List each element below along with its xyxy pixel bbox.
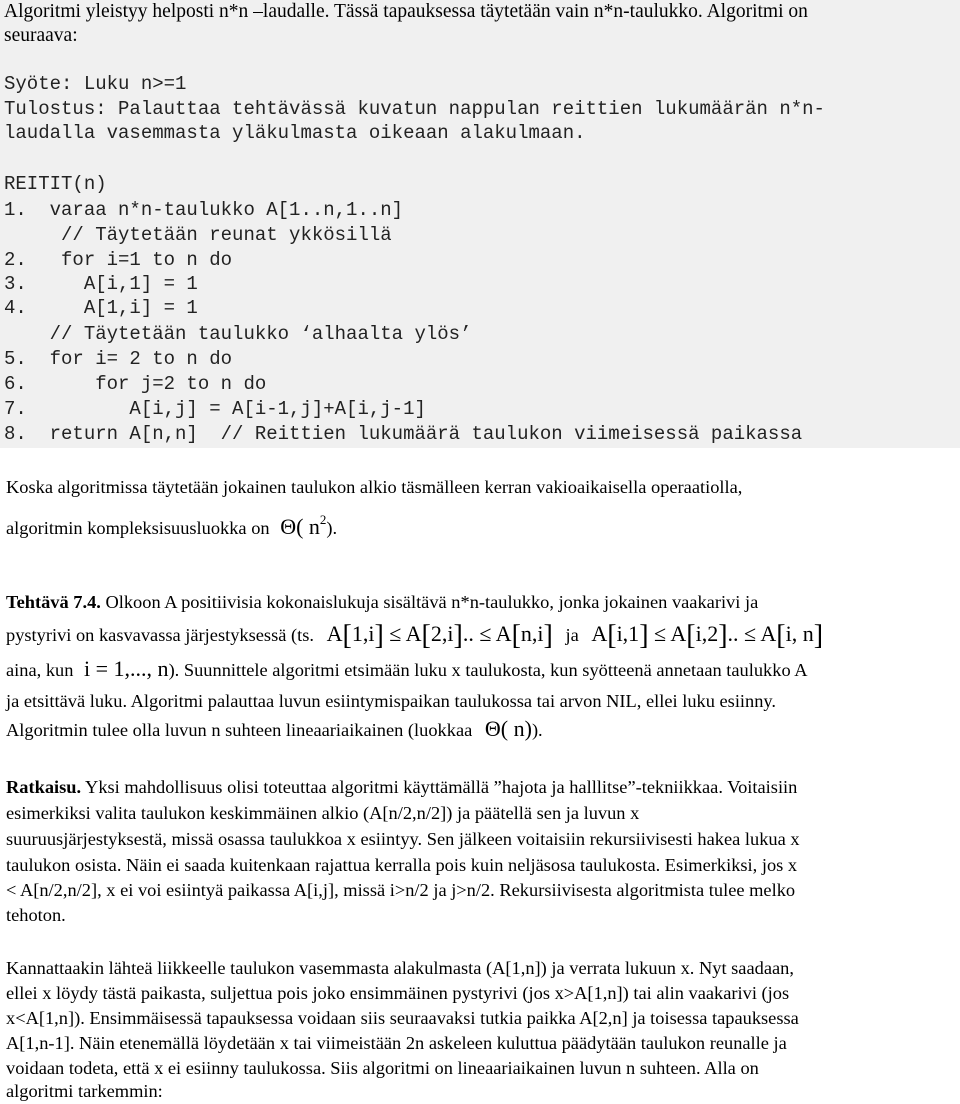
paragraph-line-2: ellei x löydy tästä paikasta, suljettua pois joko ensimmäinen pystyrivi (jos x>A[1,n]) tai alin vaakarivi (jos <box>6 983 790 1003</box>
code-line: 6. for j=2 to n do <box>4 373 267 395</box>
pseudocode-block <box>0 0 960 448</box>
solution-text: Yksi mahdollisuus olisi toteuttaa algoritmi käyttämällä ”hajota ja halllitse”-tekniikkaa. Voitaisiin <box>81 777 798 797</box>
task-text: Olkoon A positiivisia kokonaislukuja sisältävä n*n-taulukko, jonka jokainen vaakarivi ja <box>100 592 759 612</box>
task-text: Algoritmin tulee olla luvun n suhteen lineaariaikainen (luokkaa <box>6 720 473 740</box>
intro-line-1: Algoritmi yleistyy helposti n*n –laudalle. Tässä tapauksessa täytetään vain n*n-taulukko. Algoritmi on <box>4 1 808 22</box>
bracket-left-icon: [ <box>342 620 352 651</box>
theta-base: Θ( n <box>280 514 320 539</box>
task-text: ). Suunnittele algoritmi etsimään luku x taulukosta, kun syötteenä annetaan taulukko A <box>168 660 808 680</box>
complexity-text: algoritmin kompleksisuusluokka on <box>6 518 270 538</box>
math-sym: i,2 <box>695 621 719 646</box>
paragraph-line-1: Kannattaakin lähteä liikkeelle taulukon vasemmasta alakulmasta (A[1,n]) ja verrata lukuun x. Nyt saadaan, <box>6 958 794 978</box>
solution-title: Ratkaisu. <box>6 777 82 797</box>
solution-line-5: < A[n/2,n/2], x ei voi esiintyä paikassa A[i,j], missä i>n/2 ja j>n/2. Rekursiivisesta algoritmista tulee melko <box>6 880 796 900</box>
period: . <box>332 518 338 538</box>
task-title: Tehtävä 7.4. <box>6 592 101 612</box>
code-line: 3. A[i,1] = 1 <box>4 273 198 295</box>
code-line: 5. for i= 2 to n do <box>4 348 233 370</box>
task-line-5 <box>6 716 543 743</box>
index-range: i = 1,..., n <box>84 656 169 681</box>
math-sym: 2,i <box>430 621 454 646</box>
paragraph-line-5: voidaan todeta, että x ei esiinny taulukossa. Siis algoritmi on lineaariaikainen luvun n suhteen. Alla on <box>6 1058 759 1078</box>
theta-close-paren: ) <box>326 518 333 538</box>
solution-line-2: esimerkiksi valita taulukon keskimmäinen alkio (A[n/2,n/2]) ja päätellä sen ja luvun x <box>6 803 640 823</box>
output-spec-1: Tulostus: Palauttaa tehtävässä kuvatun nappulan reittien lukumäärän n*n- <box>4 98 825 120</box>
code-line: 1. varaa n*n-taulukko A[1..n,1..n] <box>4 199 404 221</box>
bracket-left-icon: [ <box>421 620 431 651</box>
exponent: 2 <box>319 512 327 527</box>
math-sym: ≤ A <box>389 621 422 646</box>
math-sym: 1,i <box>351 621 375 646</box>
math-sym: i,1 <box>616 621 640 646</box>
input-spec: Syöte: Luku n>=1 <box>4 73 187 95</box>
math-sym: .. ≤ A <box>727 621 777 646</box>
bracket-right-icon: ] <box>718 620 728 651</box>
paragraph-line-6: algoritmi tarkemmin: <box>6 1081 163 1101</box>
algorithm-name: REITIT(n) <box>4 173 107 195</box>
task-text: ). <box>531 720 543 740</box>
bracket-left-icon: [ <box>776 620 786 651</box>
code-line: // Täytetään taulukko ‘alhaalta ylös’ <box>4 323 472 345</box>
output-spec-2: laudalla vasemmasta yläkulmasta oikeaan alakulmaan. <box>4 122 586 144</box>
intro-line-2: seuraava: <box>4 25 78 46</box>
theta-n-squared <box>280 514 326 539</box>
bracket-right-icon: ] <box>543 620 553 651</box>
solution-line-6: tehoton. <box>6 905 66 925</box>
bracket-left-icon: [ <box>686 620 696 651</box>
task-text: pystyrivi on kasvavassa järjestyksessä (ts. <box>6 625 314 645</box>
bracket-right-icon: ] <box>374 620 384 651</box>
math-sym: ≤ A <box>654 621 687 646</box>
code-line: 2. for i=1 to n do <box>4 249 233 271</box>
complexity-line-1: Koska algoritmissa täytetään jokainen taulukon alkio täsmälleen kerran vakioaikaisella operaatiolla, <box>6 477 743 497</box>
math-sym: n,i <box>520 621 544 646</box>
task-line-2 <box>6 621 823 649</box>
solution-line-4: taulukon osista. Näin ei saada kuitenkaan rajattua kerralla pois kuin neljäsosa taulukosta. Esimerkiksi, jos x <box>6 855 798 875</box>
math-sym: A <box>326 621 343 646</box>
code-line: // Täytetään reunat ykkösillä <box>4 224 392 246</box>
code-line: 7. A[i,j] = A[i-1,j]+A[i,j-1] <box>4 398 426 420</box>
row-inequality <box>591 620 824 651</box>
ja-word: ja <box>565 625 579 645</box>
paragraph-line-3: x<A[1,n]). Ensimmäisessä tapauksessa voidaan siis seuraavaksi tutkia paikka A[2,n] ja toisessa tapauksessa <box>6 1008 799 1028</box>
theta-n: Θ( n) <box>484 716 532 741</box>
task-text: aina, kun <box>6 660 74 680</box>
code-line: 4. A[1,i] = 1 <box>4 297 198 319</box>
column-inequality <box>326 620 553 651</box>
math-sym: A <box>591 621 608 646</box>
solution-line-3: suuruusjärjestyksestä, missä osassa taulukkoa x esiintyy. Sen jälkeen voitaisiin rekursiivisesti hakea lukua x <box>6 829 800 849</box>
bracket-right-icon: ] <box>453 620 463 651</box>
solution-line-1 <box>6 774 797 800</box>
task-line-1 <box>6 589 758 615</box>
math-sym: .. ≤ A <box>462 621 512 646</box>
bracket-left-icon: [ <box>607 620 617 651</box>
code-line: 8. return A[n,n] // Reittien lukumäärä taulukon viimeisessä paikassa <box>4 423 803 445</box>
task-line-3 <box>6 656 808 683</box>
complexity-line-2 <box>6 507 337 541</box>
bracket-right-icon: ] <box>813 620 824 651</box>
bracket-left-icon: [ <box>511 620 521 651</box>
paragraph-line-4: A[1,n-1]. Näin etenemällä löydetään x tai viimeistään 2n askeleen kuluttua päädytään taulukon reunalle ja <box>6 1033 787 1053</box>
bracket-right-icon: ] <box>639 620 649 651</box>
task-line-4: ja etsittävä luku. Algoritmi palauttaa luvun esiintymispaikan taulukossa tai arvon NIL, ellei luku esiinny. <box>6 691 777 711</box>
math-sym: i, n <box>785 621 814 646</box>
